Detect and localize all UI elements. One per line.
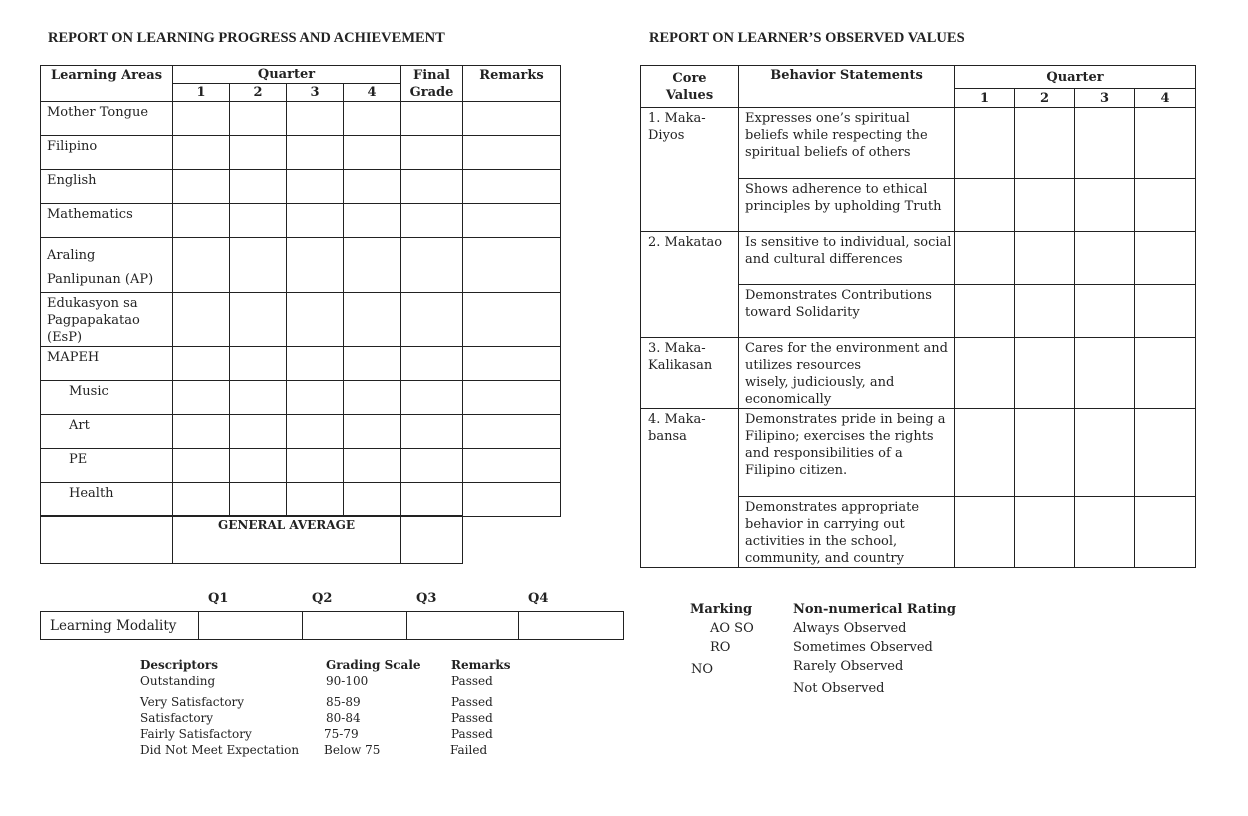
modality-cell[interactable]	[303, 612, 407, 640]
rating-cell[interactable]	[955, 285, 1015, 338]
marking-header: Marking	[690, 602, 753, 617]
rating-cell[interactable]	[1135, 338, 1196, 409]
subject-label: Health	[41, 483, 173, 517]
final-grade-cell[interactable]	[401, 415, 463, 449]
subject-label: Art	[41, 415, 173, 449]
grade-cell[interactable]	[344, 204, 401, 238]
header-behavior-statements: Behavior Statements	[739, 66, 955, 108]
rating-cell[interactable]	[1135, 497, 1196, 568]
grading-scale-value: 85-89	[326, 695, 361, 709]
marking-code: RO	[710, 640, 731, 655]
remarks-cell[interactable]	[463, 170, 561, 204]
subject-label: English	[41, 170, 173, 204]
behavior-statement: Expresses one’s spiritual beliefs while respecting the spiritual beliefs of others	[739, 108, 955, 179]
modality-q4: Q4	[528, 591, 549, 606]
rating-cell[interactable]	[1075, 338, 1135, 409]
remarks-cell[interactable]	[463, 483, 561, 517]
final-grade-cell[interactable]	[401, 381, 463, 415]
behavior-statement: Is sensitive to individual, social and cultural differences	[739, 232, 955, 285]
rating-cell[interactable]	[1015, 338, 1075, 409]
grade-cell[interactable]	[344, 347, 401, 381]
final-grade-cell[interactable]	[401, 449, 463, 483]
grade-cell[interactable]	[230, 136, 287, 170]
grade-cell[interactable]	[344, 102, 401, 136]
rating-cell[interactable]	[955, 338, 1015, 409]
rating-cell[interactable]	[1015, 179, 1075, 232]
grade-cell[interactable]	[173, 170, 230, 204]
rating-cell[interactable]	[955, 232, 1015, 285]
rating-cell[interactable]	[1075, 232, 1135, 285]
grade-cell[interactable]	[230, 204, 287, 238]
header-remarks: Remarks	[463, 66, 561, 102]
final-grade-cell[interactable]	[401, 238, 463, 293]
grade-cell[interactable]	[173, 204, 230, 238]
modality-q2: Q2	[312, 591, 333, 606]
modality-label: Learning Modality	[41, 612, 199, 640]
final-grade-cell[interactable]	[401, 347, 463, 381]
grade-cell[interactable]	[230, 293, 287, 347]
modality-table	[40, 611, 624, 640]
grading-scale-value: 80-84	[326, 711, 361, 725]
values-table	[640, 65, 1196, 568]
rating-cell[interactable]	[955, 497, 1015, 568]
modality-cell[interactable]	[407, 612, 519, 640]
header-q4: 4	[1135, 89, 1196, 108]
subject-label: Mathematics	[41, 204, 173, 238]
rating-cell[interactable]	[955, 108, 1015, 179]
rating-cell[interactable]	[1015, 497, 1075, 568]
header-core-values: Core Values	[641, 66, 739, 108]
grade-cell[interactable]	[287, 204, 344, 238]
grade-cell[interactable]	[344, 293, 401, 347]
header-learning-areas: Learning Areas	[41, 66, 173, 102]
subject-label: Araling Panlipunan (AP)	[41, 238, 173, 293]
grade-cell[interactable]	[344, 483, 401, 517]
rating-cell[interactable]	[1015, 409, 1075, 497]
final-grade-cell[interactable]	[401, 170, 463, 204]
rating-cell[interactable]	[1135, 108, 1196, 179]
header-q3: 3	[1075, 89, 1135, 108]
modality-q1: Q1	[208, 591, 229, 606]
behavior-statement: Demonstrates appropriate behavior in carrying out activities in the school, community, and country	[739, 497, 955, 568]
grade-cell[interactable]	[344, 415, 401, 449]
rating-label: Sometimes Observed	[793, 640, 933, 655]
grade-cell[interactable]	[230, 347, 287, 381]
rating-cell[interactable]	[1075, 285, 1135, 338]
rating-cell[interactable]	[1075, 497, 1135, 568]
grade-cell[interactable]	[287, 136, 344, 170]
grade-cell[interactable]	[173, 136, 230, 170]
subject-label: PE	[41, 449, 173, 483]
core-value-label: 4. Maka- bansa	[641, 409, 739, 568]
grading-scale-value: 75-79	[324, 727, 359, 741]
remarks-cell[interactable]	[463, 136, 561, 170]
core-value-label: 2. Makatao	[641, 232, 739, 338]
remarks-cell[interactable]	[463, 238, 561, 293]
rating-cell[interactable]	[955, 409, 1015, 497]
rating-label: Not Observed	[793, 681, 885, 696]
modality-cell[interactable]	[519, 612, 624, 640]
descriptor-label: Satisfactory	[140, 711, 214, 725]
grade-cell[interactable]	[344, 170, 401, 204]
behavior-statement: Shows adherence to ethical principles by upholding Truth	[739, 179, 955, 232]
remarks-value: Passed	[451, 695, 493, 709]
grade-cell[interactable]	[230, 238, 287, 293]
grade-cell[interactable]	[173, 449, 230, 483]
core-value-label: 1. Maka- Diyos	[641, 108, 739, 232]
blank-cell	[41, 516, 173, 564]
header-q3: 3	[287, 84, 344, 102]
grade-cell[interactable]	[173, 102, 230, 136]
grade-cell[interactable]	[287, 170, 344, 204]
rating-cell[interactable]	[955, 179, 1015, 232]
grade-cell[interactable]	[287, 483, 344, 517]
rating-cell[interactable]	[1075, 108, 1135, 179]
rating-cell[interactable]	[1135, 285, 1196, 338]
header-quarter: Quarter	[955, 66, 1196, 89]
general-average-value[interactable]	[401, 516, 463, 564]
marking-code: NO	[691, 662, 714, 677]
values-title: REPORT ON LEARNER’S OBSERVED VALUES	[649, 30, 965, 46]
grade-cell[interactable]	[173, 483, 230, 517]
descriptor-label: Outstanding	[140, 674, 216, 688]
header-q4: 4	[344, 84, 401, 102]
final-grade-cell[interactable]	[401, 136, 463, 170]
remarks-cell[interactable]	[463, 102, 561, 136]
general-average-label: GENERAL AVERAGE	[173, 516, 401, 564]
final-grade-cell[interactable]	[401, 293, 463, 347]
rating-cell[interactable]	[1135, 179, 1196, 232]
grade-cell[interactable]	[287, 293, 344, 347]
header-quarter: Quarter	[173, 66, 401, 84]
remarks-value: Failed	[450, 743, 488, 757]
grade-cell[interactable]	[287, 415, 344, 449]
behavior-statement: Cares for the environment and utilizes resources wisely, judiciously, and economically	[739, 338, 955, 409]
grade-cell[interactable]	[230, 102, 287, 136]
grade-cell[interactable]	[173, 415, 230, 449]
grade-cell[interactable]	[230, 415, 287, 449]
grading-scale-value: 90-100	[326, 674, 369, 688]
grade-cell[interactable]	[287, 449, 344, 483]
grade-cell[interactable]	[230, 170, 287, 204]
final-grade-cell[interactable]	[401, 102, 463, 136]
rating-cell[interactable]	[1015, 232, 1075, 285]
grade-cell[interactable]	[173, 381, 230, 415]
header-q2: 2	[230, 84, 287, 102]
remarks-value: Passed	[451, 711, 493, 725]
remarks-cell[interactable]	[463, 381, 561, 415]
grade-cell[interactable]	[173, 293, 230, 347]
header-q1: 1	[173, 84, 230, 102]
grade-cell[interactable]	[344, 381, 401, 415]
grading-scale-value: Below 75	[324, 743, 381, 757]
descriptor-label: Did Not Meet Expectation	[140, 743, 300, 757]
rating-cell[interactable]	[1075, 179, 1135, 232]
behavior-statement: Demonstrates Contributions toward Solidarity	[739, 285, 955, 338]
subject-label: Edukasyon sa Pagpapakatao (EsP)	[41, 293, 173, 347]
core-value-label: 3. Maka- Kalikasan	[641, 338, 739, 409]
grade-cell[interactable]	[344, 238, 401, 293]
remarks-value: Passed	[451, 674, 493, 688]
grade-cell[interactable]	[173, 238, 230, 293]
grade-cell[interactable]	[173, 347, 230, 381]
descriptor-label: Fairly Satisfactory	[140, 727, 252, 741]
rating-cell[interactable]	[1015, 285, 1075, 338]
grade-cell[interactable]	[344, 449, 401, 483]
grading-scale-header: Grading Scale	[326, 658, 421, 672]
modality-cell[interactable]	[199, 612, 303, 640]
remarks-cell[interactable]	[463, 415, 561, 449]
grade-cell[interactable]	[230, 381, 287, 415]
grade-cell[interactable]	[287, 102, 344, 136]
grade-cell[interactable]	[287, 347, 344, 381]
rating-label: Rarely Observed	[793, 659, 904, 674]
rating-header: Non-numerical Rating	[793, 602, 956, 617]
behavior-statement: Demonstrates pride in being a Filipino; exercises the rights and responsibilities of a Filipino citizen.	[739, 409, 955, 497]
header-q2: 2	[1015, 89, 1075, 108]
descriptors-header: Descriptors	[140, 658, 218, 672]
grade-cell[interactable]	[344, 136, 401, 170]
progress-table	[40, 65, 561, 517]
rating-cell[interactable]	[1135, 232, 1196, 285]
subject-label: Filipino	[41, 136, 173, 170]
header-final-grade: Final Grade	[401, 66, 463, 102]
remarks-cell[interactable]	[463, 449, 561, 483]
subject-label: MAPEH	[41, 347, 173, 381]
remarks-header: Remarks	[451, 658, 511, 672]
progress-title: REPORT ON LEARNING PROGRESS AND ACHIEVEMENT	[48, 30, 445, 46]
subject-label: Music	[41, 381, 173, 415]
header-q1: 1	[955, 89, 1015, 108]
final-grade-cell[interactable]	[401, 204, 463, 238]
rating-cell[interactable]	[1075, 409, 1135, 497]
remarks-value: Passed	[451, 727, 493, 741]
rating-cell[interactable]	[1135, 409, 1196, 497]
modality-q3: Q3	[416, 591, 437, 606]
final-grade-cell[interactable]	[401, 483, 463, 517]
general-average-row	[40, 515, 463, 564]
marking-code: AO SO	[710, 621, 754, 636]
remarks-cell[interactable]	[463, 347, 561, 381]
rating-cell[interactable]	[1015, 108, 1075, 179]
grade-cell[interactable]	[287, 381, 344, 415]
descriptor-label: Very Satisfactory	[140, 695, 245, 709]
subject-label: Mother Tongue	[41, 102, 173, 136]
remarks-cell[interactable]	[463, 293, 561, 347]
rating-label: Always Observed	[793, 621, 907, 636]
remarks-cell[interactable]	[463, 204, 561, 238]
grade-cell[interactable]	[230, 449, 287, 483]
grade-cell[interactable]	[230, 483, 287, 517]
grade-cell[interactable]	[287, 238, 344, 293]
